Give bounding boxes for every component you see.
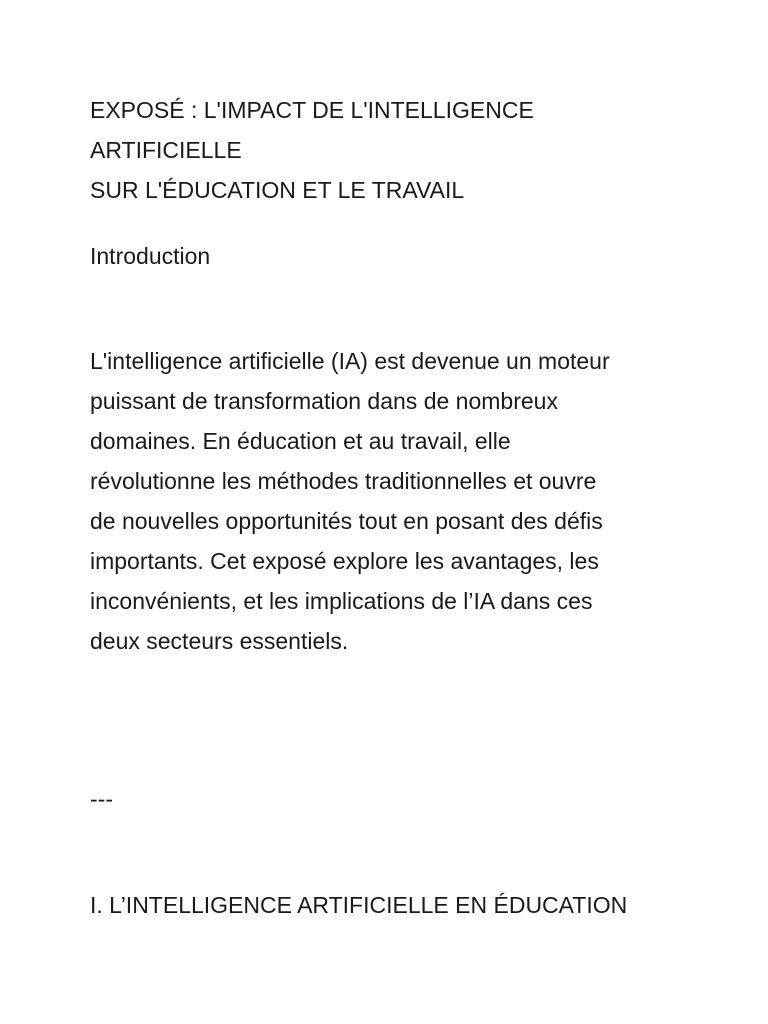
introduction-paragraph — [90, 341, 690, 661]
document-title-line-2: SUR L'ÉDUCATION ET LE TRAVAIL — [90, 177, 465, 203]
introduction-heading: Introduction — [90, 243, 211, 269]
paragraph-line: L'intelligence artificielle (IA) est devenue un moteur — [90, 348, 610, 374]
section-heading: I. L’INTELLIGENCE ARTIFICIELLE EN ÉDUCATION — [90, 892, 628, 918]
document-title — [90, 90, 690, 210]
section-separator: --- — [90, 786, 113, 812]
paragraph-line: deux secteurs essentiels. — [90, 628, 349, 654]
paragraph-line: révolutionne les méthodes traditionnelles et ouvre — [90, 468, 597, 494]
paragraph-line: domaines. En éducation et au travail, elle — [90, 428, 511, 454]
paragraph-line: importants. Cet exposé explore les avantages, les — [90, 548, 599, 574]
paragraph-line: puissant de transformation dans de nombreux — [90, 388, 558, 414]
paragraph-line: inconvénients, et les implications de l’IA dans ces — [90, 588, 593, 614]
paragraph-line: de nouvelles opportunités tout en posant des défis — [90, 508, 603, 534]
document-title-line-1: EXPOSÉ : L'IMPACT DE L'INTELLIGENCE ARTIFICIELLE — [90, 97, 539, 163]
